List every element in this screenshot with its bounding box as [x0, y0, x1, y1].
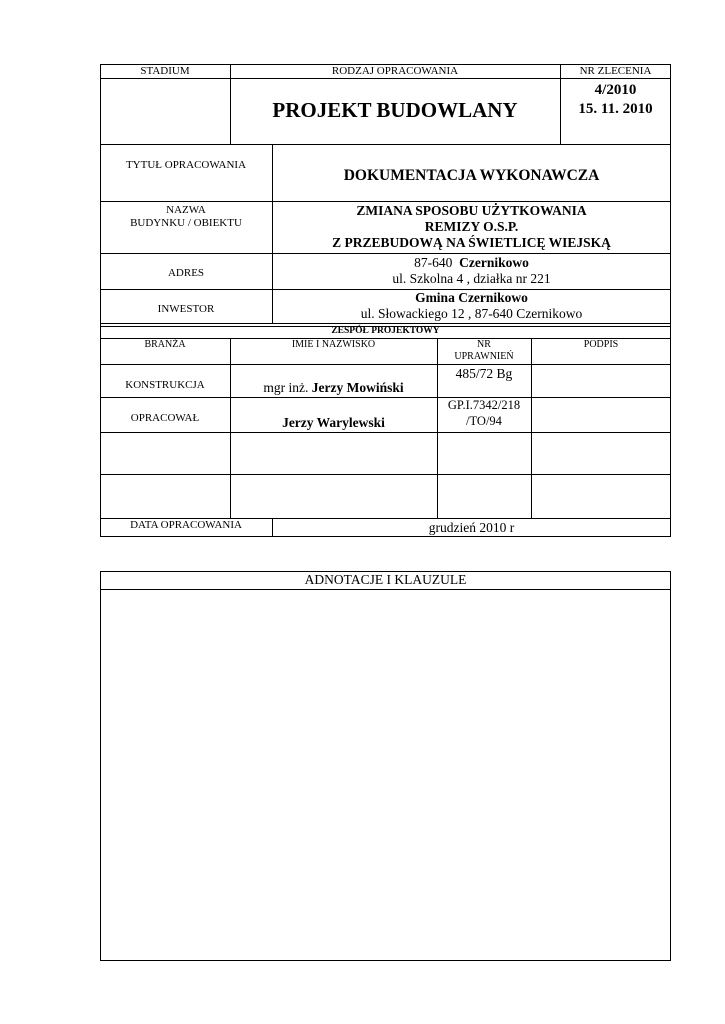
adres-label: ADRES — [167, 267, 205, 279]
stadium-label: STADIUM — [140, 65, 190, 77]
rodzaj-value: PROJEKT BUDOWLANY — [272, 98, 518, 122]
col-podpis: PODPIS — [583, 339, 619, 350]
adres-line-1 — [272, 255, 671, 271]
member-name: Jerzy Warylewski — [282, 415, 385, 430]
col-branza: BRANŻA — [144, 339, 186, 350]
data-label: DATA OPRACOWANIA — [130, 519, 242, 531]
member-nr: GP.I.7342/218 — [447, 398, 521, 412]
member-branza: KONSTRUKCJA — [125, 379, 205, 391]
adres-postal: 87-640 — [414, 255, 453, 270]
nazwa-value-1: ZMIANA SPOSOBU UŻYTKOWANIA — [356, 203, 587, 218]
annotations-box — [100, 571, 671, 961]
member-nr: 485/72 Bg — [455, 366, 513, 381]
col-nr-2: UPRAWNIEŃ — [454, 351, 514, 362]
annotations-title: ADNOTACJE I KLAUZULE — [304, 572, 467, 587]
nazwa-value-3: Z PRZEBUDOWĄ NA ŚWIETLICĘ WIEJSKĄ — [332, 235, 611, 250]
tytul-value: DOKUMENTACJA WYKONAWCZA — [343, 167, 600, 184]
data-value: grudzień 2010 r — [428, 520, 515, 535]
member-prefix: mgr inż. — [263, 380, 309, 395]
nazwa-label-1: NAZWA — [166, 204, 206, 216]
member-name: Jerzy Mowiński — [311, 380, 404, 395]
nr-zlecenia-label: NR ZLECENIA — [579, 65, 652, 77]
member-nr-suffix: /TO/94 — [466, 414, 502, 428]
member-branza: OPRACOWAŁ — [130, 412, 200, 424]
rodzaj-label: RODZAJ OPRACOWANIA — [331, 65, 459, 77]
col-imie: IMIE I NAZWISKO — [291, 339, 376, 350]
tytul-label: TYTUŁ OPRACOWANIA — [125, 159, 247, 171]
nr-zlecenia-number: 4/2010 — [594, 82, 637, 98]
member-name-cell — [230, 380, 437, 396]
adres-city: Czernikowo — [459, 255, 529, 270]
inwestor-address: ul. Słowackiego 12 , 87-640 Czernikowo — [360, 306, 583, 321]
nazwa-label-2: BUDYNKU / OBIEKTU — [130, 217, 242, 229]
adres-street: ul. Szkolna 4 , działka nr 221 — [392, 271, 551, 286]
team-title: ZESPÓŁ PROJEKTOWY — [331, 326, 440, 336]
col-nr-1: NR — [477, 339, 491, 350]
inwestor-label: INWESTOR — [157, 303, 215, 315]
inwestor-name: Gmina Czernikowo — [415, 290, 528, 305]
nr-zlecenia-date: 15. 11. 2010 — [578, 101, 653, 117]
nazwa-value-2: REMIZY O.S.P. — [424, 219, 519, 234]
